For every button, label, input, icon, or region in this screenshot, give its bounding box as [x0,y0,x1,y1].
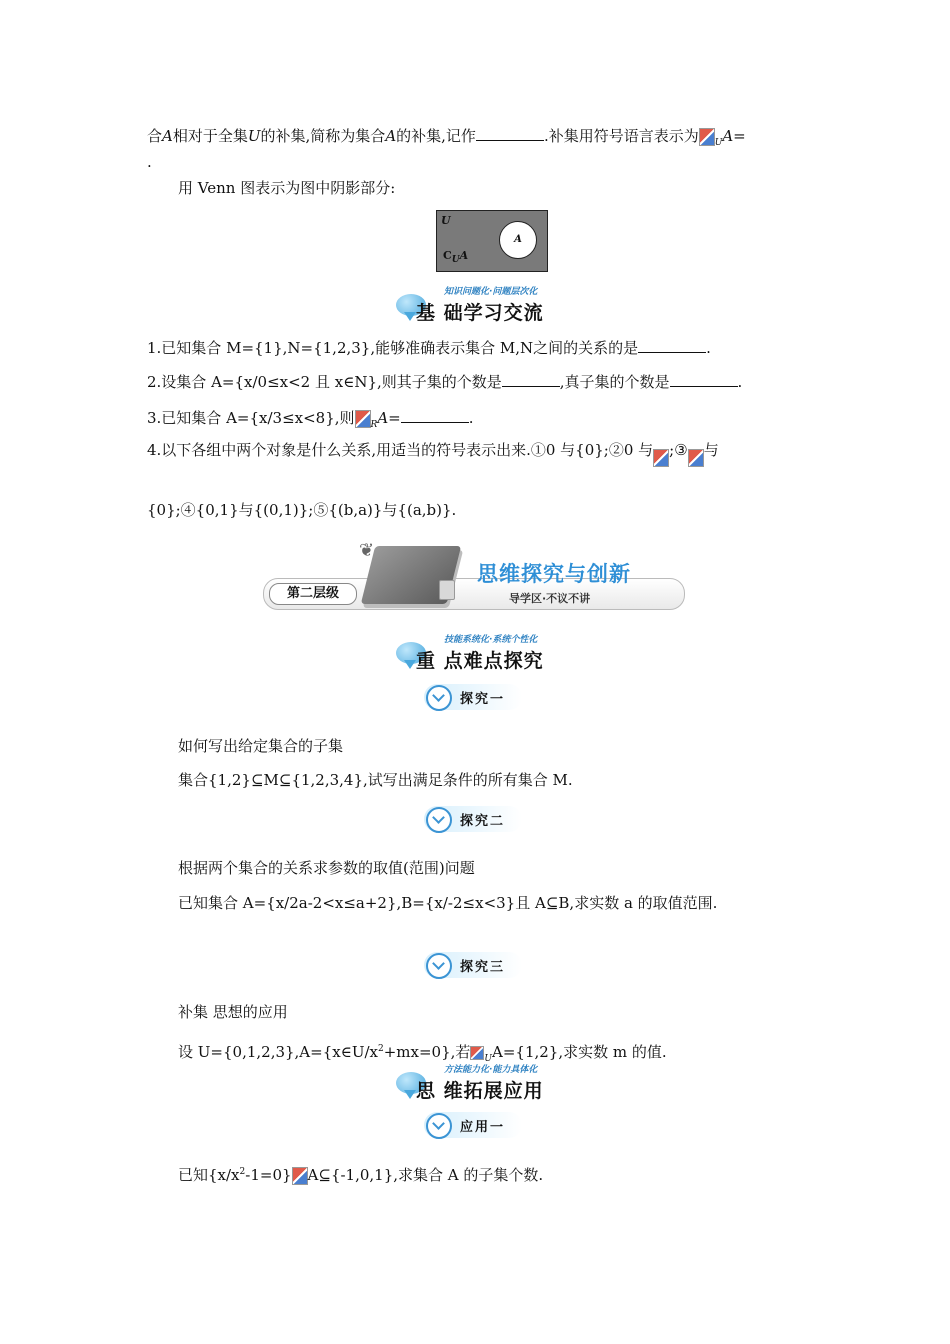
question-4 [147,435,719,467]
empty-set-symbol-image [653,449,669,467]
section-subtitle: 知识问题化·问题层次化 [444,287,538,297]
var-a: A [385,127,397,145]
text: A={1,2},求实数 m 的值. [492,1043,667,1061]
pill-text: 探究一 [460,692,506,707]
answer-blank[interactable] [670,372,738,387]
text: 合 [147,127,163,145]
answer-blank[interactable] [401,408,469,423]
venn-universe-label: U [441,214,451,227]
banner-title: 思维探究与创新 [477,562,631,586]
apply-1-problem [178,1162,543,1185]
var-a: A [162,127,173,145]
butterfly-icon: ❦ [359,540,375,561]
chevron-down-icon [426,953,452,979]
text: -1=0} [245,1166,292,1184]
speech-bubble-tail [404,660,416,669]
level-label: 第二层级 [269,583,357,605]
subscript: U [484,1054,492,1064]
text: A [459,249,469,262]
chevron-down-icon [426,1113,452,1139]
complement-symbol-image [470,1046,484,1060]
explore-1-topic: 如何写出给定集合的子集 [178,737,344,755]
speech-bubble-tail [404,1090,416,1099]
text: 的补集,记作 [396,127,476,145]
section-header-application [396,1062,596,1104]
section-header-basics [396,284,596,326]
section-header-key-points [396,632,596,674]
explore-3-topic: 补集 思想的应用 [178,1003,288,1021]
explore-1-label [424,684,522,710]
explore-2-label [424,806,522,832]
text: A= [377,409,401,427]
pill-text: 探究三 [460,960,506,975]
complement-symbol-image [699,128,715,146]
text: +mx=0},若 [383,1043,471,1061]
question-4-line-2: {0};④{0,1}与{(0,1)};⑤{(b,a)}与{(a,b)}. [147,501,457,519]
text: 1.已知集合 M={1},N={1,2,3},能够准确表示集合 M,N之间的关系的是 [147,339,639,357]
subscript-u: U [714,138,723,148]
text: . [737,373,743,391]
explore-3-label [424,952,522,978]
text: 设 U={0,1,2,3},A={x∈U/x [178,1043,378,1061]
question-1 [147,338,711,358]
text: ;③ [669,441,688,459]
apply-1-label [424,1112,522,1138]
explore-2-topic: 根据两个集合的关系求参数的取值(范围)问题 [178,859,475,877]
text: 4.以下各组中两个对象是什么关系,用适当的符号表示出来.①0 与{0};②0 与 [147,441,654,459]
question-2 [147,372,742,392]
superscript: 2 [239,1167,246,1177]
pill-text: 探究二 [460,814,506,829]
text: ,真子集的个数是 [559,373,670,391]
subscript: U [451,255,460,266]
intro-line-1 [147,126,746,153]
speech-bubble-tail [404,312,416,321]
venn-diagram [436,210,548,272]
empty-set-symbol-image [688,449,704,467]
answer-blank[interactable] [502,372,560,387]
explore-2-problem: 已知集合 A={x/2a-2<x≤a+2},B={x/-2≤x<3}且 A⊆B,求实数 a 的取值范围. [178,894,718,912]
plant-pot-icon [439,580,455,600]
complement-symbol-image [355,410,371,428]
subscript: R [370,420,378,430]
text: 相对于全集 [172,127,248,145]
venn-complement-label [443,249,468,265]
level-banner [263,540,687,616]
text: 的补集,简称为集合 [260,127,386,145]
text: . [706,339,711,357]
answer-blank[interactable] [476,126,544,141]
var-u: U [247,127,261,145]
text: A⊆{-1,0,1},求集合 A 的子集个数. [307,1166,544,1184]
text: A= [722,127,746,145]
question-3 [147,408,474,435]
text: . [468,409,474,427]
text: 2.设集合 A={x/0≤x<2 且 x∈N},则其子集的个数是 [147,373,502,391]
text: .补集用符号语言表示为 [543,127,699,145]
chevron-down-icon [426,807,452,833]
text: 与 [703,441,719,459]
intro-line-2: . [147,153,152,171]
section-title: 思 维拓展应用 [416,1080,544,1102]
section-title: 基 础学习交流 [416,302,544,324]
relation-symbol-image [292,1167,308,1185]
banner-subtitle: 导学区·不议不讲 [509,592,591,605]
text: 已知{x/x [178,1166,240,1184]
superscript: 2 [377,1044,384,1054]
answer-blank[interactable] [638,338,706,353]
text: C [443,249,452,262]
section-title: 重 点难点探究 [416,650,544,672]
section-subtitle: 技能系统化·系统个性化 [444,635,538,645]
chevron-down-icon [426,685,452,711]
venn-caption: 用 Venn 图表示为图中阴影部分: [178,179,396,197]
venn-set-a-circle: A [499,221,537,259]
text: 3.已知集合 A={x/3≤x<8},则 [147,409,355,427]
section-subtitle: 方法能力化·能力具体化 [444,1065,538,1075]
pill-text: 应用一 [460,1120,506,1135]
explore-1-problem: 集合{1,2}⊆M⊆{1,2,3,4},试写出满足条件的所有集合 M. [178,771,573,789]
